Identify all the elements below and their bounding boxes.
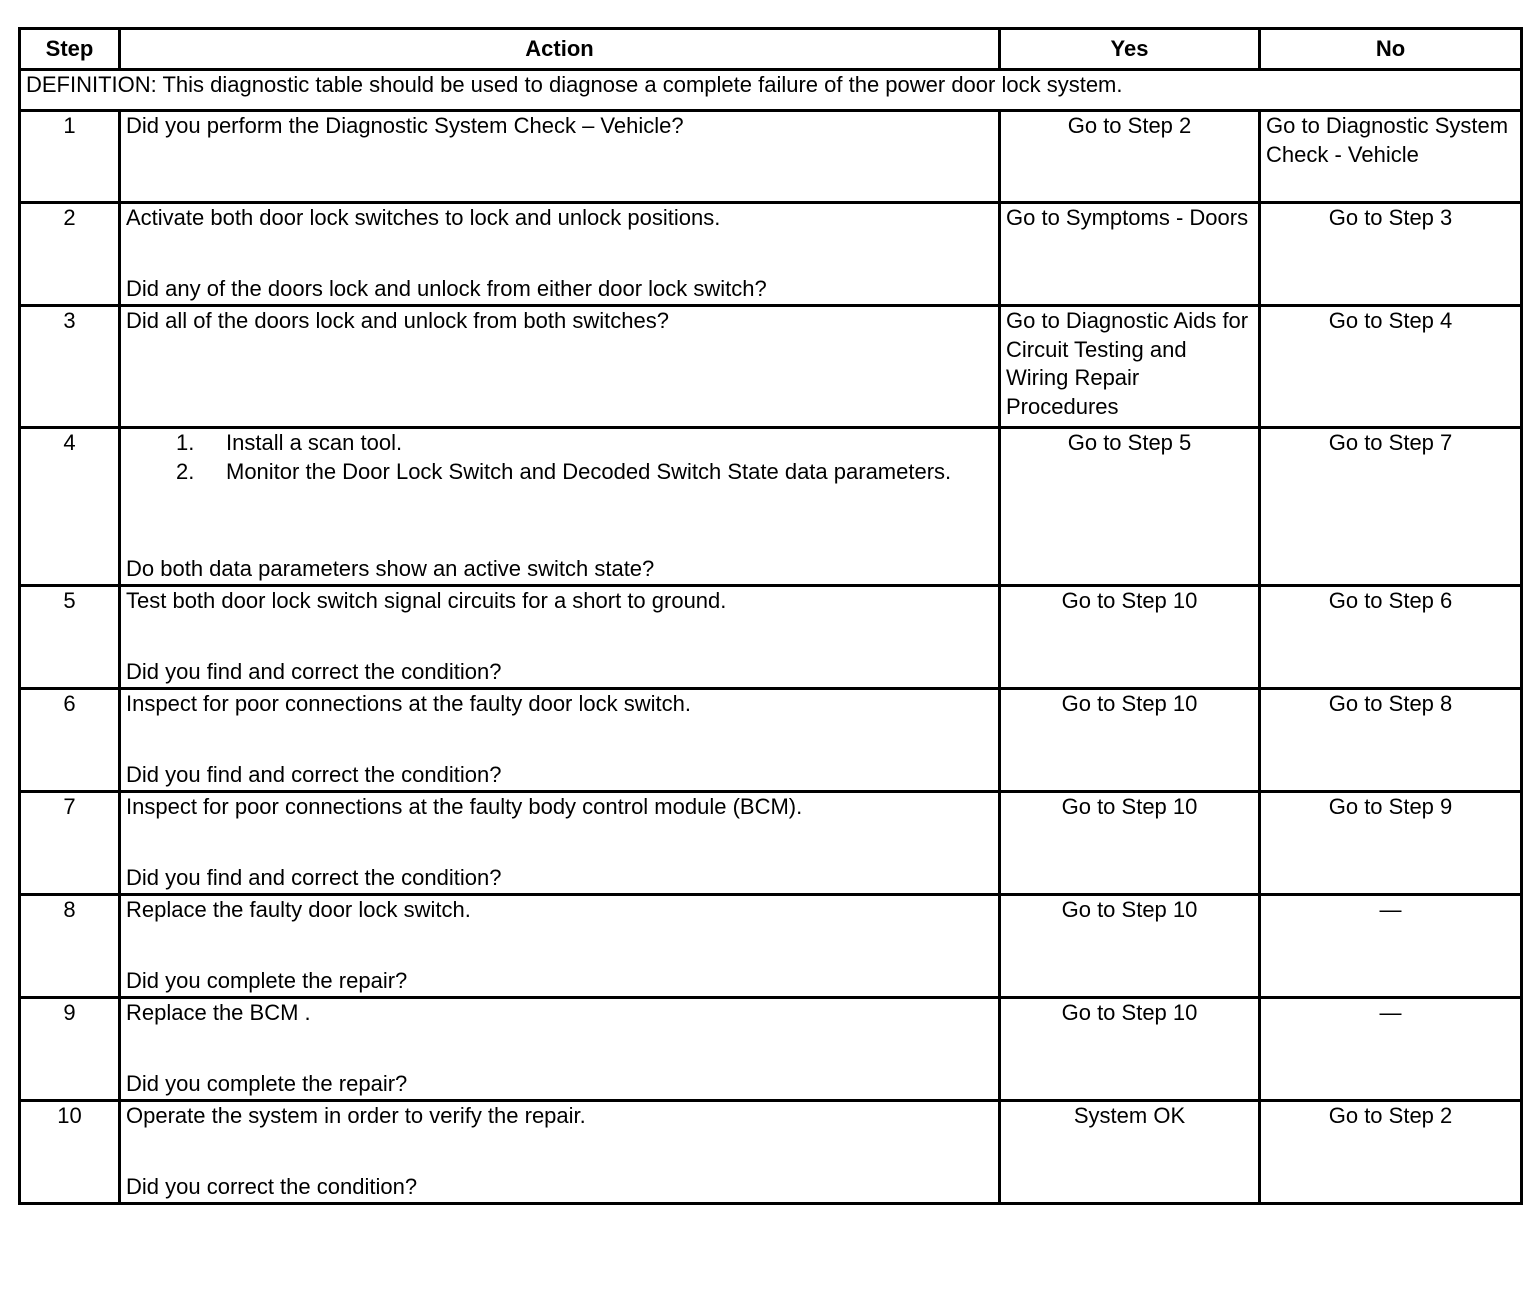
no-cell: Go to Step 2 bbox=[1260, 1101, 1522, 1204]
yes-cell: Go to Symptoms - Doors bbox=[1000, 203, 1260, 306]
header-step: Step bbox=[20, 29, 120, 70]
step-number: 7 bbox=[20, 792, 120, 895]
table-row bbox=[20, 1101, 1522, 1204]
action-cell bbox=[120, 586, 1000, 689]
step-number: 4 bbox=[20, 428, 120, 586]
no-cell: Go to Step 4 bbox=[1260, 306, 1522, 428]
table-row bbox=[20, 111, 1522, 203]
step-number: 1 bbox=[20, 111, 120, 203]
action-prompt: Operate the system in order to verify the repair. bbox=[126, 1103, 586, 1128]
table-row bbox=[20, 586, 1522, 689]
substep-text: Monitor the Door Lock Switch and Decoded Switch State data parameters. bbox=[226, 458, 952, 484]
action-question: Did any of the doors lock and unlock from either door lock switch? bbox=[126, 275, 767, 301]
table-row bbox=[20, 428, 1522, 586]
substep-number: 1. bbox=[176, 430, 195, 455]
step-number: 10 bbox=[20, 1101, 120, 1204]
action-prompt: Did all of the doors lock and unlock from both switches? bbox=[126, 308, 669, 333]
action-prompt: Replace the faulty door lock switch. bbox=[126, 897, 471, 922]
substep-list bbox=[126, 429, 993, 486]
action-prompt: Inspect for poor connections at the faulty body control module (BCM). bbox=[126, 794, 803, 819]
table-row bbox=[20, 895, 1522, 998]
action-prompt: Replace the BCM . bbox=[126, 1000, 311, 1025]
header-yes: Yes bbox=[1000, 29, 1260, 70]
definition-text: DEFINITION: This diagnostic table should be used to diagnose a complete failure of the power door lock system. bbox=[20, 70, 1522, 111]
yes-cell: Go to Step 10 bbox=[1000, 792, 1260, 895]
yes-cell: Go to Step 5 bbox=[1000, 428, 1260, 586]
yes-cell: System OK bbox=[1000, 1101, 1260, 1204]
step-number: 8 bbox=[20, 895, 120, 998]
no-cell: Go to Step 9 bbox=[1260, 792, 1522, 895]
action-question: Did you find and correct the condition? bbox=[126, 864, 502, 890]
action-cell bbox=[120, 792, 1000, 895]
header-action: Action bbox=[120, 29, 1000, 70]
action-cell bbox=[120, 203, 1000, 306]
table-row bbox=[20, 203, 1522, 306]
table-row bbox=[20, 306, 1522, 428]
yes-cell: Go to Step 10 bbox=[1000, 689, 1260, 792]
action-cell bbox=[120, 1101, 1000, 1204]
action-question: Did you find and correct the condition? bbox=[126, 761, 502, 787]
action-cell bbox=[120, 111, 1000, 203]
step-number: 5 bbox=[20, 586, 120, 689]
action-prompt: Did you perform the Diagnostic System Check – Vehicle? bbox=[126, 113, 684, 138]
step-number: 2 bbox=[20, 203, 120, 306]
action-question: Did you complete the repair? bbox=[126, 967, 408, 993]
step-number: 3 bbox=[20, 306, 120, 428]
yes-cell: Go to Step 2 bbox=[1000, 111, 1260, 203]
no-cell: Go to Step 7 bbox=[1260, 428, 1522, 586]
no-cell: Go to Diagnostic System Check - Vehicle bbox=[1260, 111, 1522, 203]
no-cell: — bbox=[1260, 895, 1522, 998]
substep-number: 2. bbox=[176, 458, 195, 484]
no-cell: Go to Step 8 bbox=[1260, 689, 1522, 792]
action-cell bbox=[120, 998, 1000, 1101]
diagnostic-table bbox=[18, 27, 1523, 1205]
header-row bbox=[20, 29, 1522, 70]
definition-row bbox=[20, 70, 1522, 111]
list-item bbox=[176, 429, 993, 458]
action-prompt: Inspect for poor connections at the faulty door lock switch. bbox=[126, 691, 691, 716]
action-question: Do both data parameters show an active switch state? bbox=[126, 555, 655, 581]
table-row bbox=[20, 689, 1522, 792]
substep-text: Install a scan tool. bbox=[226, 430, 403, 455]
yes-cell: Go to Step 10 bbox=[1000, 895, 1260, 998]
table-row bbox=[20, 792, 1522, 895]
action-prompt: Activate both door lock switches to lock and unlock positions. bbox=[126, 205, 721, 230]
action-question: Did you find and correct the condition? bbox=[126, 658, 502, 684]
yes-cell: Go to Diagnostic Aids for Circuit Testing and Wiring Repair Procedures bbox=[1000, 306, 1260, 428]
no-cell: Go to Step 3 bbox=[1260, 203, 1522, 306]
step-number: 6 bbox=[20, 689, 120, 792]
action-question: Did you complete the repair? bbox=[126, 1070, 408, 1096]
action-question: Did you correct the condition? bbox=[126, 1173, 418, 1199]
no-cell: Go to Step 6 bbox=[1260, 586, 1522, 689]
action-cell bbox=[120, 428, 1000, 586]
action-cell bbox=[120, 895, 1000, 998]
yes-cell: Go to Step 10 bbox=[1000, 586, 1260, 689]
step-number: 9 bbox=[20, 998, 120, 1101]
table-row bbox=[20, 998, 1522, 1101]
action-cell bbox=[120, 689, 1000, 792]
action-prompt: Test both door lock switch signal circuits for a short to ground. bbox=[126, 588, 727, 613]
header-no: No bbox=[1260, 29, 1522, 70]
no-cell: — bbox=[1260, 998, 1522, 1101]
yes-cell: Go to Step 10 bbox=[1000, 998, 1260, 1101]
action-cell bbox=[120, 306, 1000, 428]
list-item bbox=[176, 458, 993, 487]
